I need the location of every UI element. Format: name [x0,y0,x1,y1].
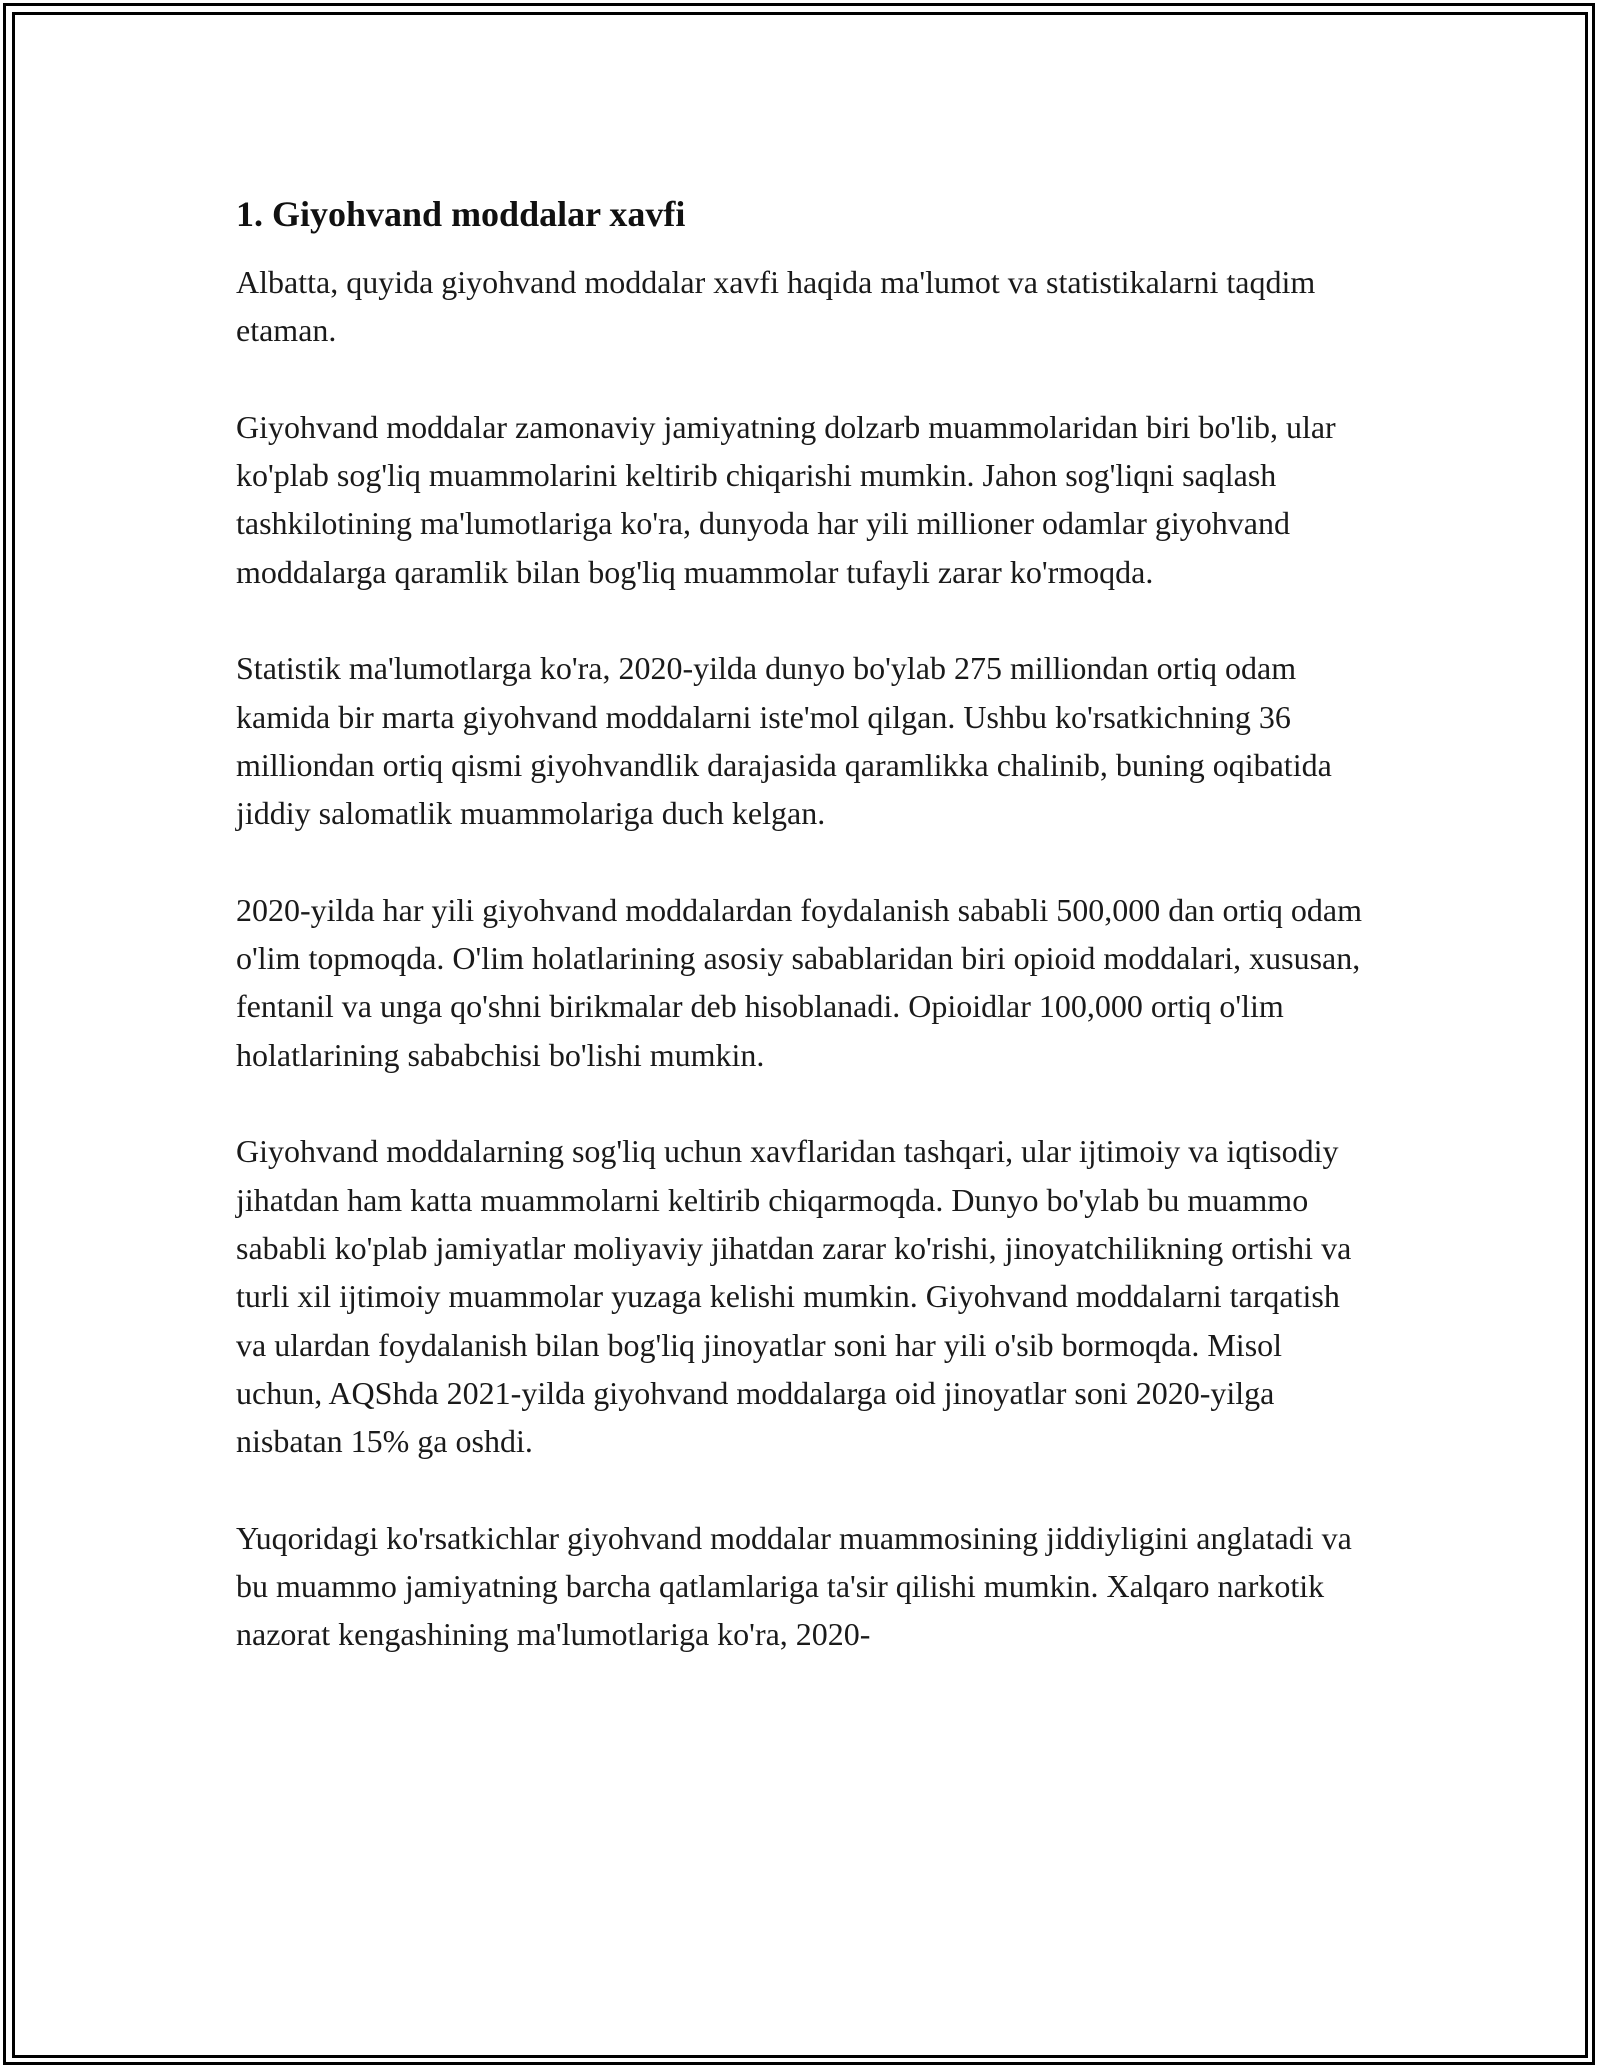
paragraph-social-impact: Giyohvand moddalarning sog'liq uchun xavflaridan tashqari, ular ijtimoiy va iqtisodiy jihatdan ham katta muammolarni keltirib chiqarmoqda. Dunyo bo'ylab bu muammo sababli ko'plab jamiyatlar moliyaviy jihatdan zarar ko'rishi, jinoyatchilikning ortishi va turli xil ijtimoiy muammolar yuzaga kelishi mumkin. Giyohvand moddalarni tarqatish va ulardan foydalanish bilan bog'liq jinoyatlar soni har yili o'sib bormoqda. Misol uchun, AQShda 2021-yilda giyohvand moddalarga oid jinoyatlar soni 2020-yilga nisbatan 15% ga oshdi. [236,1133,1352,1460]
section-heading: 1. Giyohvand moddalar xavfi [236,194,686,234]
paragraph-statistics: Statistik ma'lumotlarga ko'ra, 2020-yilda dunyo bo'ylab 275 milliondan ortiq odam kamida bir marta giyohvand moddalarni iste'mol qilgan. Ushbu ko'rsatkichning 36 milliondan ortiq qismi giyohvandlik darajasida qaramlikka chalinib, buning oqibatida jiddiy salomatlik muammolariga duch kelgan. [236,650,1332,832]
paragraph-overview: Giyohvand moddalar zamonaviy jamiyatning dolzarb muammolaridan biri bo'lib, ular ko'plab sog'liq muammolarini keltirib chiqarishi mumkin. Jahon sog'liqni saqlash tashkilotining ma'lumotlariga ko'ra, dunyoda har yili millioner odamlar giyohvand moddalarga qaramlik bilan bog'liq muammolar tufayli zarar ko'rmoqda. [236,408,1336,590]
document-body [236,186,1376,1707]
paragraph-conclusion: Yuqoridagi ko'rsatkichlar giyohvand moddalar muammosining jiddiyligini anglatadi va bu muammo jamiyatning barcha qatlamlariga ta'sir qilishi mumkin. Xalqaro narkotik nazorat kengashining ma'lumotlariga ko'ra, 2020- [236,1519,1352,1653]
paragraph-mortality: 2020-yilda har yili giyohvand moddalardan foydalanish sababli 500,000 dan ortiq odam o'lim topmoqda. O'lim holatlarining asosiy sabablaridan biri opioid moddalari, xususan, fentanil va unga qo'shni birikmalar deb hisoblanadi. Opioidlar 100,000 ortiq o'lim holatlarining sababchisi bo'lishi mumkin. [236,891,1362,1073]
paragraph-intro: Albatta, quyida giyohvand moddalar xavfi haqida ma'lumot va statistikalarni taqdim etaman. [236,264,1316,349]
